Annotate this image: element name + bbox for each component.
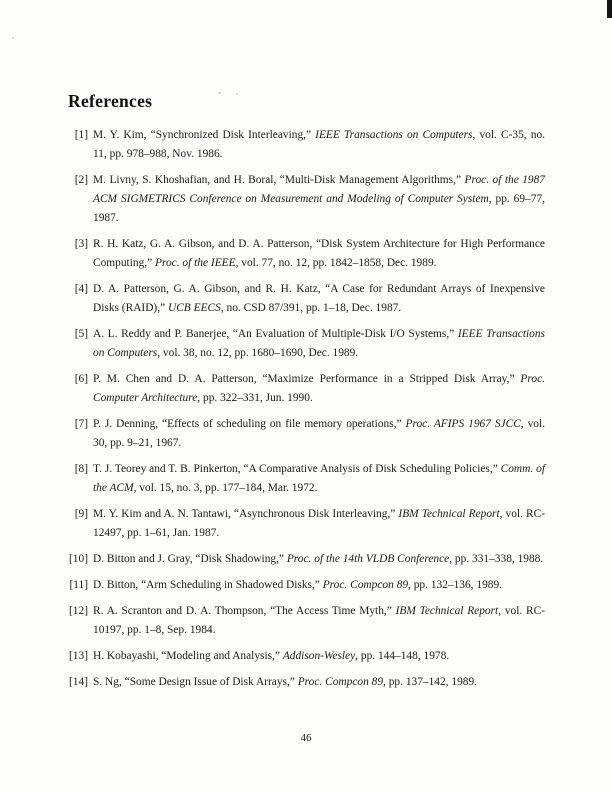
- reference-item: [64, 647, 545, 666]
- reference-label: [10]: [69, 553, 88, 565]
- reference-label: [8]: [74, 463, 88, 475]
- reference-label: [3]: [74, 238, 88, 250]
- reference-item: [64, 602, 545, 640]
- reference-text: D. Bitton, “Arm Scheduling in Shadowed Disks,” Proc. Compcon 89, pp. 132–136, 1989.: [93, 579, 503, 591]
- reference-text: M. Y. Kim and A. N. Tantawi, “Asynchronous Disk Interleaving,” IBM Technical Report, vol. RC-12497, pp. 1–61, Jan. 1987.: [93, 508, 545, 539]
- reference-text: P. M. Chen and D. A. Patterson, “Maximize Performance in a Stripped Disk Array,” Proc. Computer Architecture, pp. 322–331, Jun. 1990.: [93, 373, 545, 404]
- reference-label: [11]: [69, 579, 88, 591]
- reference-item: [64, 673, 545, 692]
- reference-label: [13]: [69, 650, 88, 662]
- reference-item: [64, 460, 545, 498]
- reference-item: [64, 126, 545, 164]
- reference-text: H. Kobayashi, “Modeling and Analysis,” Addison-Wesley, pp. 144–148, 1978.: [93, 650, 450, 662]
- scan-speck: [12, 37, 14, 39]
- scan-artifact-mark: [607, 0, 612, 18]
- reference-item: [64, 505, 545, 543]
- reference-item: [64, 576, 545, 595]
- reference-text: M. Livny, S. Khoshafian, and H. Boral, “Multi-Disk Management Algorithms,” Proc. of the 1987 ACM SIGMETRICS Conference on Measurement and Modeling of Computer System, pp. 69–77, 1987.: [93, 174, 546, 224]
- reference-item: [64, 280, 545, 318]
- reference-label: [14]: [69, 676, 88, 688]
- reference-label: [5]: [74, 328, 88, 340]
- references-heading: References: [68, 91, 153, 111]
- reference-label: [2]: [74, 174, 88, 186]
- reference-item: [64, 415, 545, 453]
- page-number: 46: [300, 732, 312, 744]
- reference-label: [12]: [69, 605, 88, 617]
- reference-text: D. A. Patterson, G. A. Gibson, and R. H. Katz, “A Case for Redundant Arrays of Inexpensive Disks (RAID),” UCB EECS, no. CSD 87/391, pp. 1–18, Dec. 1987.: [93, 283, 545, 314]
- reference-text: D. Bitton and J. Gray, “Disk Shadowing,” Proc. of the 14th VLDB Conference, pp. 331–338, 1988.: [93, 553, 544, 565]
- reference-text: P. J. Denning, “Effects of scheduling on file memory operations,” Proc. AFIPS 1967 SJCC, vol. 30, pp. 9–21, 1967.: [93, 418, 545, 449]
- reference-item: [64, 171, 545, 228]
- reference-text: R. A. Scranton and D. A. Thompson, “The Access Time Myth,” IBM Technical Report, vol. RC-10197, pp. 1–8, Sep. 1984.: [93, 605, 546, 636]
- reference-item: [64, 370, 545, 408]
- reference-label: [9]: [74, 508, 88, 520]
- reference-label: [4]: [74, 283, 88, 295]
- scan-speck: [218, 92, 221, 94]
- reference-text: M. Y. Kim, “Synchronized Disk Interleaving,” IEEE Transactions on Computers, vol. C-35, no. 11, pp. 978–988, Nov. 1986.: [93, 129, 545, 160]
- reference-item: [64, 325, 545, 363]
- reference-text: R. H. Katz, G. A. Gibson, and D. A. Patterson, “Disk System Architecture for High Performance Computing,” Proc. of the IEEE, vol. 77, no. 12, pp. 1842–1858, Dec. 1989.: [93, 238, 545, 269]
- reference-label: [7]: [74, 418, 88, 430]
- reference-text: T. J. Teorey and T. B. Pinkerton, “A Comparative Analysis of Disk Scheduling Policies,” Comm. of the ACM, vol. 15, no. 3, pp. 177–184, Mar. 1972.: [93, 463, 545, 494]
- reference-item: [64, 235, 545, 273]
- reference-text: S. Ng, “Some Design Issue of Disk Arrays,” Proc. Compcon 89, pp. 137–142, 1989.: [93, 676, 478, 688]
- reference-label: [1]: [74, 129, 88, 141]
- reference-label: [6]: [74, 373, 88, 385]
- reference-item: [64, 550, 545, 569]
- scan-speck: [236, 93, 238, 95]
- reference-text: A. L. Reddy and P. Banerjee, “An Evaluation of Multiple-Disk I/O Systems,” IEEE Transactions on Computers, vol. 38, no. 12, pp. 1680–1690, Dec. 1989.: [93, 328, 545, 359]
- references-list: [64, 126, 545, 699]
